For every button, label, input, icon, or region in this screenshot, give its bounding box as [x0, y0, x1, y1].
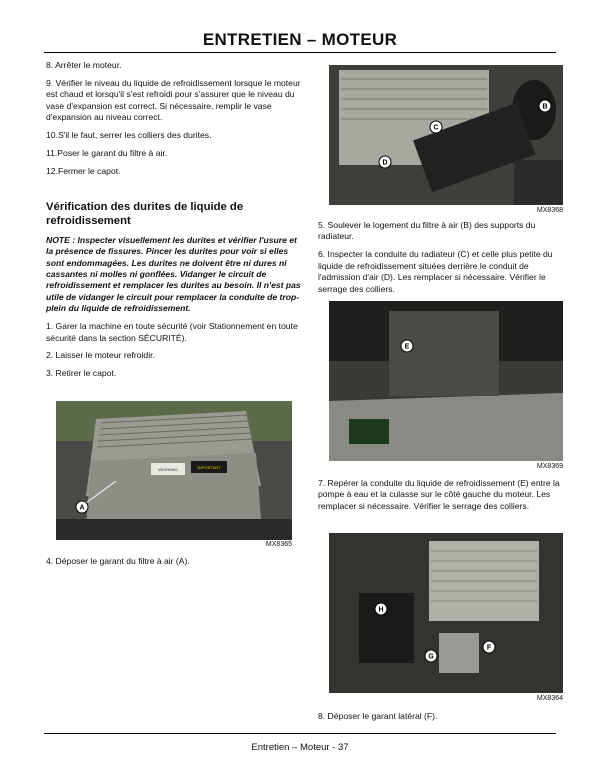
left-step-4 [46, 556, 302, 574]
callout-g: G [428, 653, 434, 661]
step-1: 1. Garer la machine en toute sécurité (voir Stationnement en toute sécurité dans la section SÉCURITÉ). [46, 321, 298, 343]
right-steps-5-6 [318, 220, 562, 301]
step-5: 5. Soulever le logement du filtre à air (B) des supports du radiateur. [318, 220, 536, 242]
figure-mx8364-photo [329, 533, 563, 693]
important-decal: IMPORTANT [197, 465, 221, 470]
page-footer: Entretien – Moteur - 37 [251, 742, 349, 753]
step-9: 9. Vérifier le niveau du liquide de refroidissement lorsque le moteur est chaud et lorsqu'il s'est refroidi pour s'assurer que le niveau du vase d'expansion est correct. Si nécessaire, remplir le vase d'expansion au niveau correct. [46, 77, 301, 123]
step-10: 10.S'il le faut, serrer les colliers des durites. [46, 130, 212, 141]
right-step-7 [318, 478, 562, 519]
figure-mx8368-photo [329, 65, 563, 205]
step-11: 11.Poser le garant du filtre à air. [46, 147, 168, 158]
header-rule [44, 52, 556, 53]
callout-c: C [433, 124, 439, 132]
note-paragraph: NOTE : Inspecter visuellement les durites et vérifier l'usure et la présence de fissures. Pincer les durites pour voir si elles sont endommagées. Les durites ne doivent être ni dures ni cassantes ni molles ni gonflées. Vidanger le circuit de refroidissement et remplacer les durites au besoin. Il n'est pas utile de vidanger le circuit pour remplacer la conduite de trop-plein du liquide de refroidissement. [46, 234, 301, 314]
step-8b: 8. Déposer le garant latéral (F). [318, 711, 438, 721]
callout-h: H [378, 606, 384, 614]
figure-mx8369-photo [329, 301, 563, 461]
figure-code-mx8369: MX8369 [536, 463, 563, 470]
callout-e: E [404, 343, 410, 351]
step-4: 4. Déposer le garant du filtre à air (A). [46, 556, 190, 566]
figure-code-mx8365: MX8365 [265, 541, 292, 548]
step-12: 12.Fermer le capot. [46, 165, 121, 176]
left-column [46, 60, 302, 386]
figure-mx8365-photo [56, 401, 292, 540]
callout-a: A [79, 504, 85, 512]
callout-f: F [486, 644, 492, 652]
step-6: 6. Inspecter la conduite du radiateur (C) et celle plus petite du liquide de refroidissement situées derrière le conduit de l'admission d'air (D). Les remplacer si nécessaire. Vérifier le serrage des colliers. [318, 249, 553, 294]
footer-rule [44, 733, 556, 734]
step-7: 7. Repérer la conduite du liquide de refroidissement (E) entre la pompe à eau et la culasse sur le côté gauche du moteur. Les remplacer si nécessaire. Vérifier le serrage des colliers. [318, 478, 560, 511]
page-title: ENTRETIEN – MOTEUR [202, 30, 398, 49]
right-step-8 [318, 711, 562, 729]
step-3: 3. Retirer le capot. [46, 368, 117, 379]
callout-b: B [542, 103, 548, 111]
warning-decal: WARNING [158, 467, 178, 472]
section-title: Vérification des durites de liquide de refroidissement [46, 200, 244, 227]
step-2: 2. Laisser le moteur refroidir. [46, 350, 155, 361]
callout-d: D [382, 159, 388, 167]
figure-code-mx8368: MX8368 [536, 207, 563, 214]
step-8: 8. Arrêter le moteur. [46, 60, 122, 70]
figure-code-mx8364: MX8364 [536, 695, 563, 702]
